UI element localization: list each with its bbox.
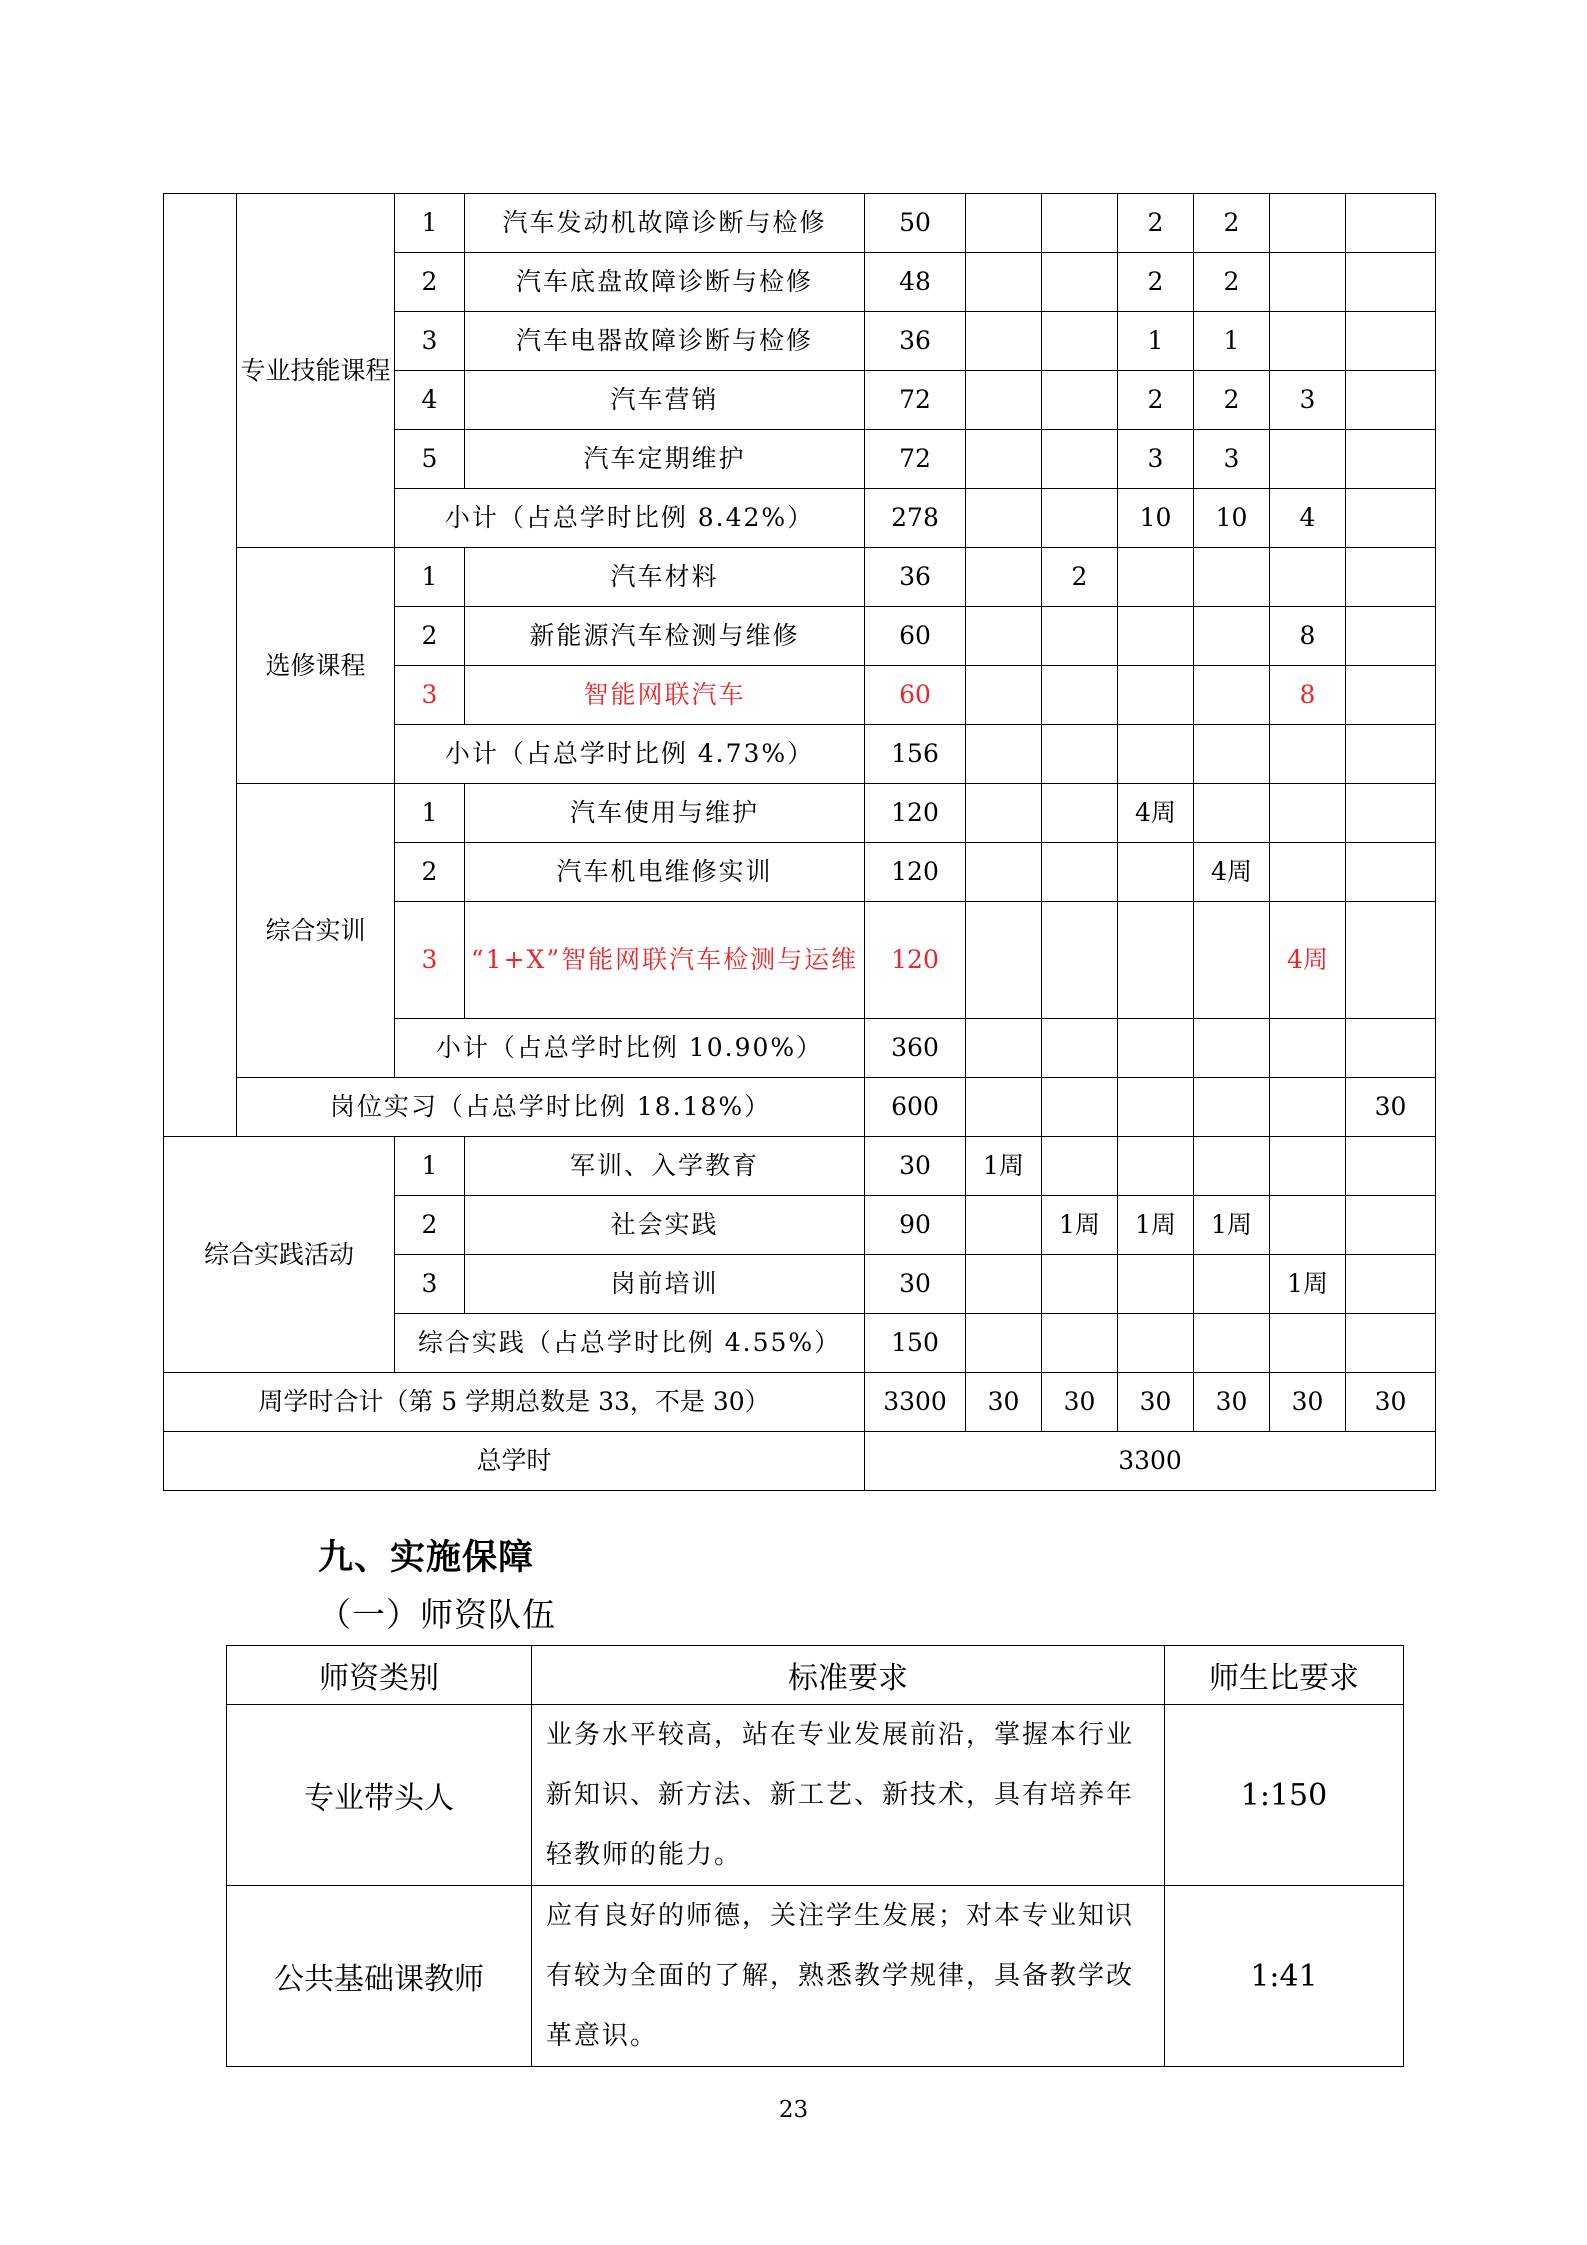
semester-4-cell — [1194, 1137, 1270, 1196]
course-name: 汽车材料 — [465, 548, 865, 607]
semester-1-cell — [966, 666, 1042, 725]
hours-cell: 90 — [865, 1196, 966, 1255]
row-number: 2 — [395, 843, 465, 902]
course-name: 汽车营销 — [465, 371, 865, 430]
activity-name: 岗前培训 — [465, 1255, 865, 1314]
semester-3-cell: 2 — [1118, 253, 1194, 312]
semester-1-cell: 1周 — [966, 1137, 1042, 1196]
internship-label: 岗位实习（占总学时比例 18.18%） — [237, 1078, 865, 1137]
semester-4-cell — [1194, 1019, 1270, 1078]
semester-6-cell — [1346, 194, 1436, 253]
subsection-heading: （一）师资队伍 — [318, 1595, 556, 1634]
course-name: 汽车使用与维护 — [465, 784, 865, 843]
staff-standard: 应有良好的师德，关注学生发展；对本专业知识有较为全面的了解，熟悉教学规律，具备教学改革意识。 — [532, 1886, 1165, 2067]
semester-3-cell: 1 — [1118, 312, 1194, 371]
semester-4-cell — [1194, 1314, 1270, 1373]
semester-4-cell: 2 — [1194, 371, 1270, 430]
course-name: 新能源汽车检测与维修 — [465, 607, 865, 666]
category-label: 综合实训 — [237, 784, 395, 1078]
semester-5-cell — [1270, 1078, 1346, 1137]
semester-4-cell — [1194, 784, 1270, 843]
course-row — [164, 784, 1436, 843]
row-number: 3 — [395, 312, 465, 371]
grand-total-value: 3300 — [865, 1432, 1436, 1491]
activity-name: 社会实践 — [465, 1196, 865, 1255]
semester-2-cell — [1042, 312, 1118, 371]
course-row — [164, 548, 1436, 607]
semester-6-cell: 30 — [1346, 1078, 1436, 1137]
semester-4-cell — [1194, 725, 1270, 784]
row-number: 4 — [395, 371, 465, 430]
subtotal-label: 小计（占总学时比例 8.42%） — [395, 489, 865, 548]
hours-cell: 278 — [865, 489, 966, 548]
internship-row — [164, 1078, 1436, 1137]
semester-2-cell — [1042, 371, 1118, 430]
semester-3-cell — [1118, 1078, 1194, 1137]
semester-5-cell — [1270, 1196, 1346, 1255]
course-name: 汽车电器故障诊断与检修 — [465, 312, 865, 371]
header-ratio: 师生比要求 — [1165, 1646, 1404, 1705]
semester-5-cell: 8 — [1270, 607, 1346, 666]
course-name: 智能网联汽车 — [465, 666, 865, 725]
hours-cell: 50 — [865, 194, 966, 253]
semester-4-cell — [1194, 666, 1270, 725]
semester-6-cell — [1346, 371, 1436, 430]
semester-6-cell — [1346, 666, 1436, 725]
semester-6-cell — [1346, 607, 1436, 666]
semester-4-cell: 30 — [1194, 1373, 1270, 1432]
semester-2-cell — [1042, 1255, 1118, 1314]
semester-2-cell — [1042, 784, 1118, 843]
semester-3-cell — [1118, 607, 1194, 666]
semester-3-cell — [1118, 902, 1194, 1019]
semester-5-cell: 4周 — [1270, 902, 1346, 1019]
course-type-block — [164, 194, 237, 1137]
semester-6-cell — [1346, 1196, 1436, 1255]
semester-4-cell — [1194, 548, 1270, 607]
semester-5-cell — [1270, 548, 1346, 607]
semester-6-cell — [1346, 430, 1436, 489]
course-name: 汽车底盘故障诊断与检修 — [465, 253, 865, 312]
activity-name: 军训、入学教育 — [465, 1137, 865, 1196]
semester-1-cell — [966, 1314, 1042, 1373]
grand-total-label: 总学时 — [164, 1432, 865, 1491]
semester-1-cell — [966, 784, 1042, 843]
semester-3-cell: 30 — [1118, 1373, 1194, 1432]
semester-2-cell: 30 — [1042, 1373, 1118, 1432]
semester-2-cell: 1周 — [1042, 1196, 1118, 1255]
activity-row — [164, 1137, 1436, 1196]
hours-cell: 72 — [865, 371, 966, 430]
course-name: 汽车发动机故障诊断与检修 — [465, 194, 865, 253]
staff-row — [227, 1705, 1404, 1886]
semester-3-cell — [1118, 1137, 1194, 1196]
staff-ratio: 1:41 — [1165, 1886, 1404, 2067]
semester-2-cell — [1042, 1078, 1118, 1137]
row-number: 1 — [395, 194, 465, 253]
semester-2-cell — [1042, 843, 1118, 902]
semester-1-cell — [966, 1255, 1042, 1314]
semester-6-cell — [1346, 253, 1436, 312]
semester-6-cell — [1346, 725, 1436, 784]
staff-header-row — [227, 1646, 1404, 1705]
semester-5-cell: 4 — [1270, 489, 1346, 548]
hours-cell: 600 — [865, 1078, 966, 1137]
semester-3-cell — [1118, 843, 1194, 902]
semester-6-cell — [1346, 1314, 1436, 1373]
semester-3-cell: 4周 — [1118, 784, 1194, 843]
row-number: 2 — [395, 607, 465, 666]
semester-1-cell — [966, 843, 1042, 902]
course-name: “1+X”智能网联汽车检测与运维 — [465, 902, 865, 1019]
semester-4-cell: 10 — [1194, 489, 1270, 548]
staff-row — [227, 1886, 1404, 2067]
semester-1-cell — [966, 253, 1042, 312]
semester-6-cell — [1346, 1255, 1436, 1314]
hours-cell: 48 — [865, 253, 966, 312]
page-number: 23 — [778, 2097, 809, 2123]
hours-cell: 120 — [865, 843, 966, 902]
row-number: 2 — [395, 253, 465, 312]
semester-1-cell — [966, 1019, 1042, 1078]
semester-6-cell — [1346, 1019, 1436, 1078]
semester-5-cell — [1270, 194, 1346, 253]
semester-5-cell — [1270, 725, 1346, 784]
hours-cell: 60 — [865, 607, 966, 666]
semester-1-cell — [966, 312, 1042, 371]
hours-cell: 60 — [865, 666, 966, 725]
semester-2-cell — [1042, 489, 1118, 548]
semester-2-cell — [1042, 1314, 1118, 1373]
hours-cell: 30 — [865, 1255, 966, 1314]
semester-4-cell — [1194, 1078, 1270, 1137]
semester-2-cell: 2 — [1042, 548, 1118, 607]
row-number: 3 — [395, 902, 465, 1019]
course-name: 汽车机电维修实训 — [465, 843, 865, 902]
semester-5-cell — [1270, 430, 1346, 489]
staff-type: 公共基础课教师 — [227, 1886, 532, 2067]
semester-5-cell — [1270, 784, 1346, 843]
semester-2-cell — [1042, 1137, 1118, 1196]
staff-ratio: 1:150 — [1165, 1705, 1404, 1886]
semester-1-cell: 30 — [966, 1373, 1042, 1432]
semester-5-cell — [1270, 1019, 1346, 1078]
semester-1-cell — [966, 194, 1042, 253]
course-name: 汽车定期维护 — [465, 430, 865, 489]
category-label: 综合实践活动 — [164, 1137, 395, 1373]
semester-2-cell — [1042, 430, 1118, 489]
row-number: 1 — [395, 1137, 465, 1196]
semester-1-cell — [966, 1078, 1042, 1137]
semester-6-cell — [1346, 548, 1436, 607]
semester-1-cell — [966, 489, 1042, 548]
semester-6-cell — [1346, 489, 1436, 548]
semester-2-cell — [1042, 902, 1118, 1019]
semester-1-cell — [966, 1196, 1042, 1255]
semester-4-cell: 2 — [1194, 253, 1270, 312]
semester-3-cell — [1118, 1255, 1194, 1314]
hours-cell: 3300 — [865, 1373, 966, 1432]
hours-cell: 120 — [865, 902, 966, 1019]
row-number: 3 — [395, 666, 465, 725]
subtotal-label: 综合实践（占总学时比例 4.55%） — [395, 1314, 865, 1373]
row-number: 5 — [395, 430, 465, 489]
hours-cell: 360 — [865, 1019, 966, 1078]
semester-3-cell — [1118, 1019, 1194, 1078]
staff-type: 专业带头人 — [227, 1705, 532, 1886]
semester-5-cell: 8 — [1270, 666, 1346, 725]
semester-5-cell — [1270, 253, 1346, 312]
row-number: 1 — [395, 548, 465, 607]
row-number: 3 — [395, 1255, 465, 1314]
semester-2-cell — [1042, 194, 1118, 253]
curriculum-table — [163, 193, 1436, 1491]
hours-cell: 150 — [865, 1314, 966, 1373]
semester-5-cell — [1270, 1137, 1346, 1196]
semester-3-cell: 1周 — [1118, 1196, 1194, 1255]
semester-2-cell — [1042, 666, 1118, 725]
semester-4-cell: 3 — [1194, 430, 1270, 489]
semester-4-cell: 1周 — [1194, 1196, 1270, 1255]
hours-cell: 30 — [865, 1137, 966, 1196]
semester-3-cell — [1118, 725, 1194, 784]
semester-4-cell — [1194, 902, 1270, 1019]
semester-4-cell: 1 — [1194, 312, 1270, 371]
weekly-total-label: 周学时合计（第 5 学期总数是 33，不是 30） — [164, 1373, 865, 1432]
semester-6-cell — [1346, 312, 1436, 371]
semester-4-cell — [1194, 1255, 1270, 1314]
semester-5-cell: 1周 — [1270, 1255, 1346, 1314]
category-label: 选修课程 — [237, 548, 395, 784]
semester-3-cell: 10 — [1118, 489, 1194, 548]
hours-cell: 36 — [865, 548, 966, 607]
section-heading: 九、实施保障 — [318, 1537, 535, 1578]
semester-2-cell — [1042, 253, 1118, 312]
semester-3-cell: 2 — [1118, 371, 1194, 430]
semester-3-cell: 2 — [1118, 194, 1194, 253]
semester-1-cell — [966, 902, 1042, 1019]
weekly-total-row — [164, 1373, 1436, 1432]
grand-total-row — [164, 1432, 1436, 1491]
semester-1-cell — [966, 725, 1042, 784]
header-standard: 标准要求 — [532, 1646, 1165, 1705]
semester-5-cell — [1270, 1314, 1346, 1373]
course-row — [164, 194, 1436, 253]
semester-2-cell — [1042, 725, 1118, 784]
semester-6-cell — [1346, 784, 1436, 843]
subtotal-label: 小计（占总学时比例 10.90%） — [395, 1019, 865, 1078]
hours-cell: 36 — [865, 312, 966, 371]
semester-3-cell — [1118, 666, 1194, 725]
semester-3-cell: 3 — [1118, 430, 1194, 489]
semester-4-cell: 4周 — [1194, 843, 1270, 902]
row-number: 2 — [395, 1196, 465, 1255]
semester-1-cell — [966, 430, 1042, 489]
semester-1-cell — [966, 371, 1042, 430]
semester-4-cell: 2 — [1194, 194, 1270, 253]
semester-5-cell — [1270, 312, 1346, 371]
staff-table — [226, 1645, 1404, 2067]
semester-2-cell — [1042, 607, 1118, 666]
header-type: 师资类别 — [227, 1646, 532, 1705]
semester-1-cell — [966, 607, 1042, 666]
curriculum-body — [164, 194, 1436, 1491]
hours-cell: 72 — [865, 430, 966, 489]
category-label: 专业技能课程 — [237, 194, 395, 548]
semester-2-cell — [1042, 1019, 1118, 1078]
semester-1-cell — [966, 548, 1042, 607]
semester-5-cell — [1270, 843, 1346, 902]
semester-6-cell — [1346, 1137, 1436, 1196]
semester-4-cell — [1194, 607, 1270, 666]
semester-5-cell: 30 — [1270, 1373, 1346, 1432]
row-number: 1 — [395, 784, 465, 843]
semester-6-cell — [1346, 843, 1436, 902]
semester-6-cell — [1346, 902, 1436, 1019]
semester-6-cell: 30 — [1346, 1373, 1436, 1432]
semester-3-cell — [1118, 1314, 1194, 1373]
staff-standard: 业务水平较高，站在专业发展前沿，掌握本行业新知识、新方法、新工艺、新技术，具有培养年轻教师的能力。 — [532, 1705, 1165, 1886]
hours-cell: 120 — [865, 784, 966, 843]
hours-cell: 156 — [865, 725, 966, 784]
semester-5-cell: 3 — [1270, 371, 1346, 430]
semester-3-cell — [1118, 548, 1194, 607]
subtotal-label: 小计（占总学时比例 4.73%） — [395, 725, 865, 784]
